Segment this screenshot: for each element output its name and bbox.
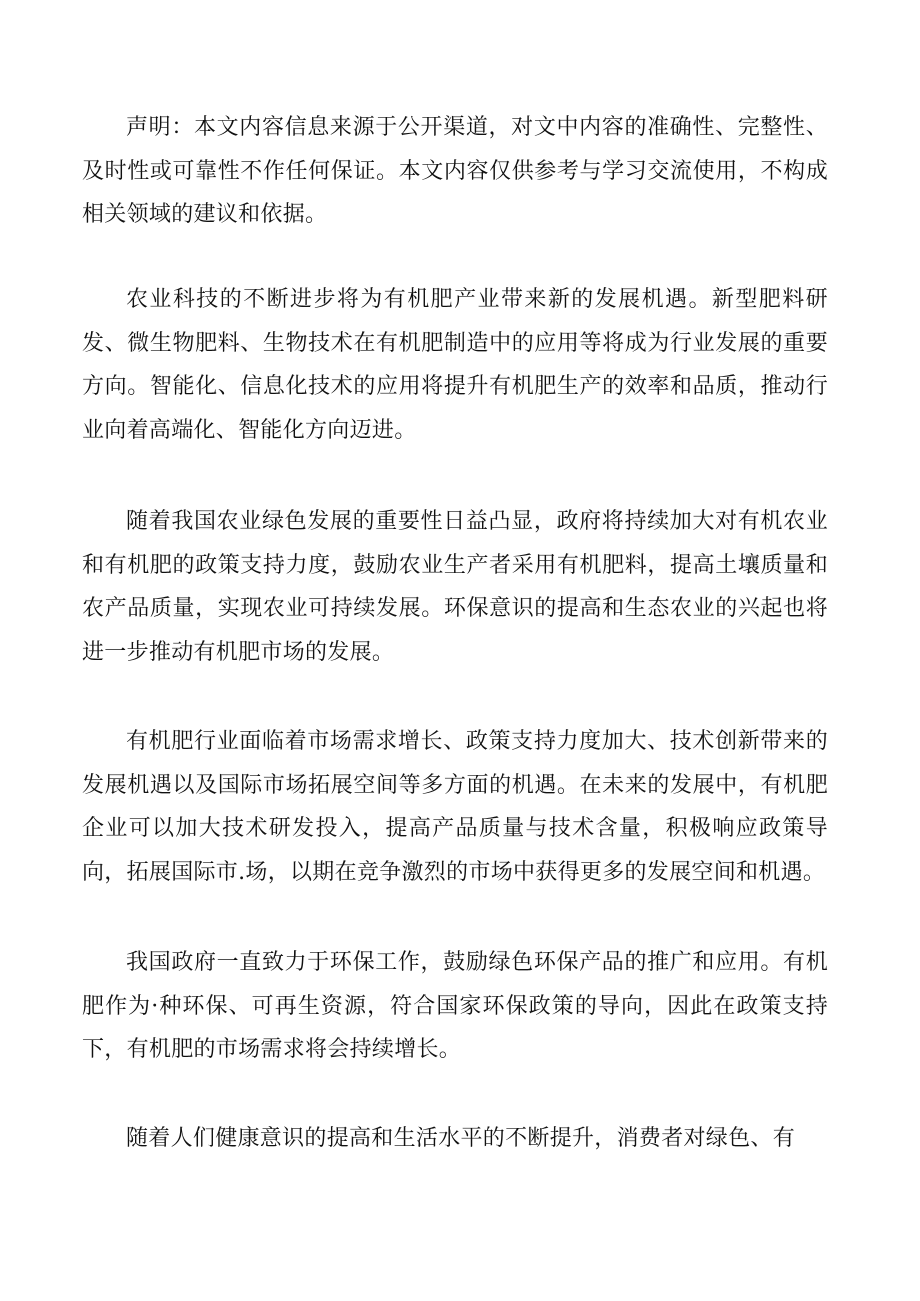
body-paragraph: 农业科技的不断进步将为有机肥产业带来新的发展机遇。新型肥料研发、微生物肥料、生物技术在有机肥制造中的应用等将成为行业发展的重要方向。智能化、信息化技术的应用将提升有机肥生产的效率和品质，推动行业向着高端化、智能化方向迈进。 bbox=[82, 287, 828, 443]
body-paragraph: 有机肥行业面临着市场需求增长、政策支持力度加大、技术创新带来的发展机遇以及国际市场拓展空间等多方面的机遇。在未来的发展中，有机肥企业可以加大技术研发投入，提高产品质量与技术含量，积极响应政策导向，拓展国际市.场，以期在竞争激烈的市场中获得更多的发展空间和机遇。 bbox=[82, 729, 828, 885]
body-paragraph: 我国政府一直致力于环保工作，鼓励绿色环保产品的推广和应用。有机肥作为·种环保、可再生资源，符合国家环保政策的导向，因此在政策支持下，有机肥的市场需求将会持续增长。 bbox=[82, 950, 828, 1062]
body-paragraph: 随着人们健康意识的提高和生活水平的不断提升，消费者对绿色、有 bbox=[126, 1126, 796, 1151]
disclaimer-paragraph: 声明：本文内容信息来源于公开渠道，对文中内容的准确性、完整性、及时性或可靠性不作任何保证。本文内容仅供参考与学习交流使用，不构成相关领域的建议和依据。 bbox=[82, 115, 828, 227]
body-paragraph: 随着我国农业绿色发展的重要性日益凸显，政府将持续加大对有机农业和有机肥的政策支持力度，鼓励农业生产者采用有机肥料，提高土壤质量和农产品质量，实现农业可持续发展。环保意识的提高和生态农业的兴起也将进一步推动有机肥市场的发展。 bbox=[82, 509, 828, 665]
